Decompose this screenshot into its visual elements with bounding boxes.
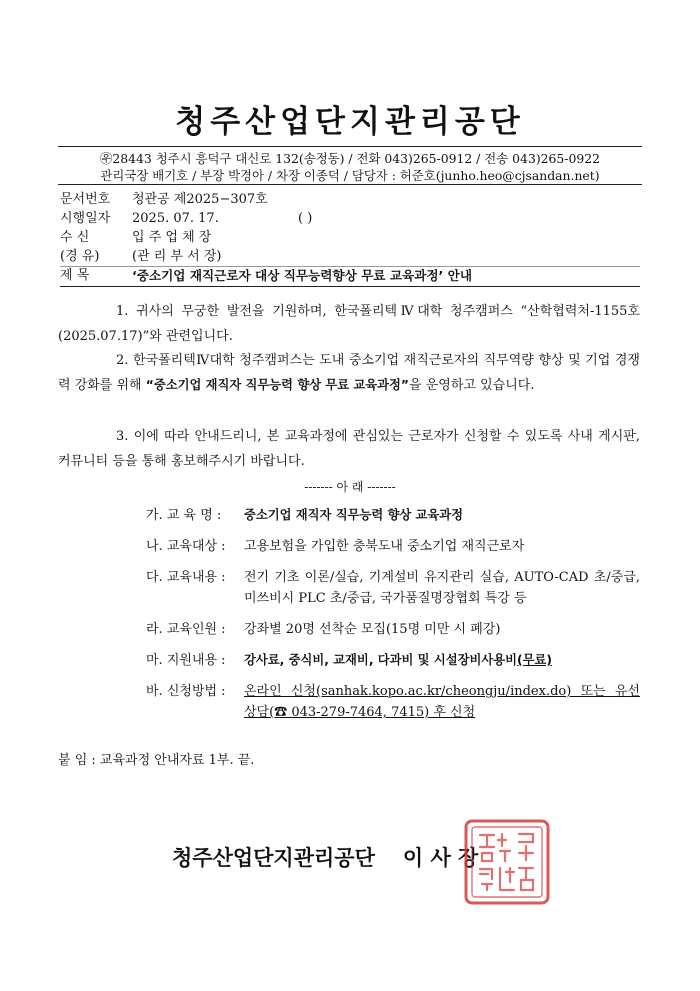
attachment-note: 붙 임 : 교육과정 안내자료 1부. 끝.	[58, 753, 255, 768]
signature-block	[172, 842, 478, 872]
doc-number-label: 문서번호	[60, 192, 111, 207]
item-label: 바. 신청방법 :	[146, 684, 226, 699]
header-divider-bottom	[58, 184, 642, 185]
subject: ‘중소기업 재직근로자 대상 직무능력향상 무료 교육과정’ 안내	[132, 268, 473, 283]
item-label: 마. 지원내용 :	[146, 653, 226, 668]
item-label: 라. 교육인원 :	[146, 622, 226, 637]
paragraph-2-text: 2. 한국폴리텍Ⅳ대학 청주캠퍼스는 도내 중소기업 재직근로자의 직무역량 향상 및 기업 경쟁력 강화를 위해	[58, 353, 640, 393]
paragraph-2-ending: 을 운영하고 있습니다.	[409, 378, 535, 393]
item-value	[244, 650, 640, 671]
doc-number-row	[60, 190, 640, 209]
list-item-support	[146, 650, 640, 671]
item-label: 나. 교육대상 :	[146, 539, 226, 554]
organization-title: 청주산업단지관리공단	[175, 104, 525, 140]
list-item-application	[146, 681, 640, 723]
subject-divider-bottom	[60, 286, 640, 287]
subject-label: 제 목	[60, 268, 90, 283]
via-label: (경 유)	[60, 249, 100, 264]
paragraph-1: 1. 귀사의 무궁한 발전을 기원하며, 한국폴리텍Ⅳ대학 청주캠퍼스 “산학협력처-1155호(2025.07.17)”와 관련입니다.	[58, 304, 640, 344]
details-list	[146, 505, 640, 733]
contact-address-line: ㉾28443 청주시 흥덕구 대신로 132(송정동) / 전화 043)265-0912 / 전송 043)265-0922	[99, 151, 601, 166]
application-link[interactable]: 온라인 신청(sanhak.kopo.ac.kr/cheongju/index.do) 또는 유선 상담(☎ 043-279-7464, 7415) 후 신청	[244, 684, 640, 720]
item-label: 다. 교육내용 :	[146, 570, 226, 585]
item-value: 중소기업 재직자 직무능력 향상 교육과정	[244, 508, 464, 522]
header-divider-top	[58, 146, 642, 147]
free-label: (무료)	[517, 653, 552, 667]
details-separator: ------- 아 래 -------	[304, 480, 396, 494]
official-seal-icon	[463, 818, 551, 906]
contact-staff-line: 관리국장 배기호 / 부장 박경아 / 차장 이종덕 / 담당자 : 허준호(junho.heo@cjsandan.net)	[100, 168, 600, 183]
issue-date: 2025. 07. 17.	[132, 211, 219, 226]
support-items: 강사료, 중식비, 교재비, 다과비 및 시설장비사용비	[244, 653, 517, 667]
recipient: 입 주 업 체 장	[132, 230, 212, 245]
paragraph-3: 3. 이에 따라 안내드리니, 본 교육과정에 관심있는 근로자가 신청할 수 있도록 사내 게시판, 커뮤니티 등을 통해 홍보해주시기 바랍니다.	[58, 429, 640, 469]
list-item-target	[146, 536, 640, 557]
signature-org: 청주산업단지관리공단	[172, 846, 375, 870]
doc-number: 청관공 제2025−307호	[132, 192, 268, 207]
recipient-row	[60, 228, 640, 247]
signature-title: 이 사 장	[402, 846, 479, 870]
recipient-label: 수 신	[60, 230, 90, 245]
item-value: 고용보험을 가입한 충북도내 중소기업 재직근로자	[244, 539, 525, 554]
list-item-content	[146, 567, 640, 609]
course-name-emphasis: “중소기업 재직자 직무능력 향상 무료 교육과정”	[145, 378, 410, 392]
list-item-course-name	[146, 505, 640, 526]
item-value: 강좌별 20명 선착순 모집(15명 미만 시 폐강)	[244, 622, 501, 637]
paragraph-2	[58, 348, 640, 398]
date-parenthesis: ( )	[298, 211, 313, 226]
item-label: 가. 교 육 명 :	[146, 508, 222, 523]
contact-block	[58, 150, 642, 184]
via: (관 리 부 서 장)	[132, 249, 222, 264]
document-meta	[60, 190, 640, 285]
item-value: 전기 기초 이론/실습, 기계설비 유지관리 실습, AUTO-CAD 초/중급, 미쓰비시 PLC 초/중급, 국가품질명장협회 특강 등	[244, 570, 640, 606]
date-label: 시행일자	[60, 211, 111, 226]
date-row	[60, 209, 640, 228]
via-row	[60, 247, 640, 266]
list-item-capacity	[146, 619, 640, 640]
subject-row	[60, 266, 640, 285]
